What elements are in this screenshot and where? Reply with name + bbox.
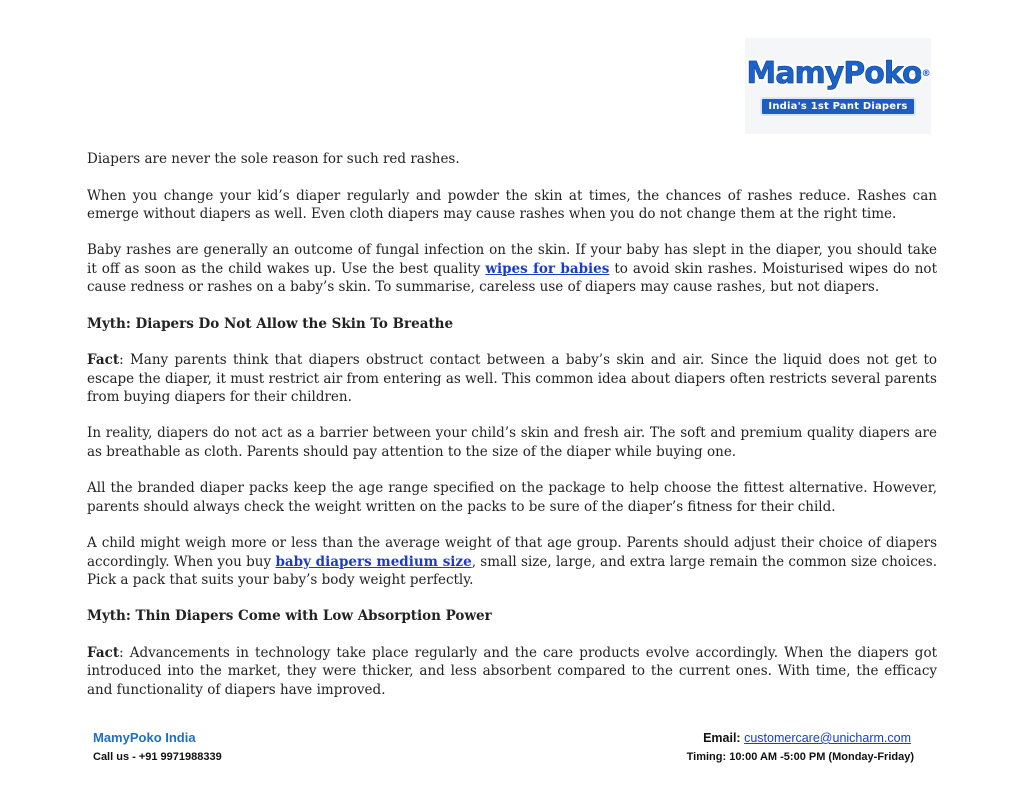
fact-label: Fact: [87, 645, 120, 662]
paragraph: In reality, diapers do not act as a barrier between your child’s skin and fresh air. The soft and premium quality diapers are as breathable as cloth. Parents should pay attention to the size of the diaper while buying one.: [87, 425, 937, 460]
footer-timing: Timing: 10:00 AM -5:00 PM (Monday-Friday): [686, 751, 914, 763]
footer-phone: Call us - +91 9971988339: [93, 751, 222, 763]
myth-heading: Myth: Thin Diapers Come with Low Absorption Power: [87, 608, 492, 625]
fact-paragraph: Fact: Advancements in technology take place regularly and the care products evolve accordingly. When the diapers got introduced into the market, they were thicker, and less absorbent compared to the current ones. With time, the efficacy and functionality of diapers have improved.: [87, 645, 937, 698]
paragraph: Diapers are never the sole reason for such red rashes.: [87, 151, 460, 167]
logo-brand-text: MamyPoko®: [746, 55, 930, 91]
logo-tagline: India's 1st Pant Diapers: [760, 97, 915, 116]
wipes-for-babies-link[interactable]: wipes for babies: [485, 260, 610, 277]
fact-label: Fact: [87, 352, 120, 369]
paragraph: All the branded diaper packs keep the age range specified on the package to help choose the fittest alternative. However, parents should always check the weight written on the packs to be sure of the diaper’s fitness for their child.: [87, 480, 937, 515]
baby-diapers-medium-size-link[interactable]: baby diapers medium size: [275, 553, 472, 570]
footer-brand: MamyPoko India: [93, 730, 196, 745]
paragraph: Baby rashes are generally an outcome of fungal infection on the skin. If your baby has slept in the diaper, you should take it off as soon as the child wakes up. Use the best quality wipes for babies to avoid skin rashes. Moisturised wipes do not cause redness or rashes on a baby’s skin. To summarise, careless use of diapers may cause rashes, but not diapers.: [87, 242, 937, 296]
mamypoko-logo: [745, 38, 931, 134]
footer-email: [703, 731, 911, 745]
article-body: [87, 150, 937, 717]
email-label: Email:: [703, 731, 741, 745]
myth-heading: Myth: Diapers Do Not Allow the Skin To Breathe: [87, 315, 454, 332]
paragraph: When you change your kid’s diaper regularly and powder the skin at times, the chances of rashes reduce. Rashes can emerge without diapers as well. Even cloth diapers may cause rashes when you do not change them at the right time.: [87, 187, 937, 222]
email-link[interactable]: customercare@unicharm.com: [744, 731, 911, 745]
fact-paragraph: Fact: Many parents think that diapers obstruct contact between a baby’s skin and air. Since the liquid does not get to escape the diaper, it must restrict air from entering as well. This common idea about diapers often restricts several parents from buying diapers for their children.: [87, 352, 937, 405]
paragraph: A child might weigh more or less than the average weight of that age group. Parents should adjust their choice of diapers accordingly. When you buy baby diapers medium size, small size, large, and extra large remain the common size choices. Pick a pack that suits your baby’s body weight perfectly.: [87, 535, 938, 588]
